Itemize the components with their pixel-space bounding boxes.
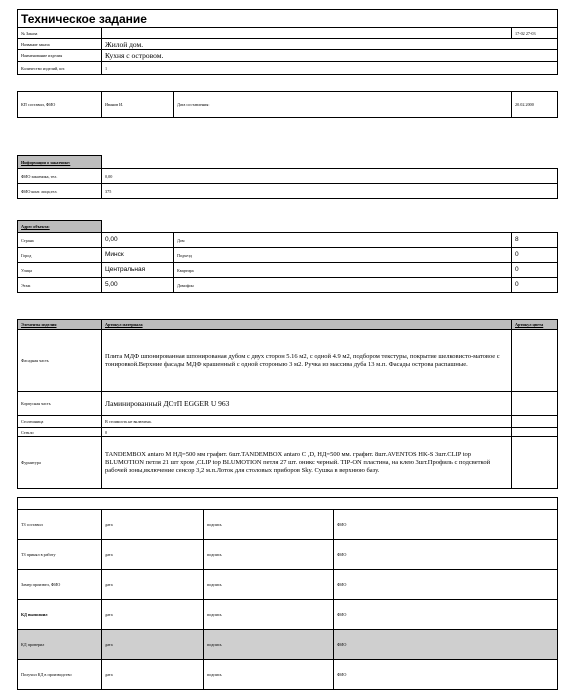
intercom-label: Домофон [174,278,512,293]
signoff-date-label: дата [102,630,204,660]
elements-header-col2: Артикул материала [102,320,512,330]
signoff-row-label: Замер произвел, ФИО [18,570,102,600]
order-number-value [102,28,512,39]
apartment-label: Квартира [174,263,512,278]
body-part-value: Ламинированный ДСтП EGGER U 963 [102,392,512,416]
product-name-label: Наименование изделия [18,50,102,62]
body-part-label: Корпусная часть [18,392,102,416]
address-table [17,220,558,293]
street-value: Центральная [102,263,174,278]
quantity-value: 1 [102,62,558,75]
signoff-fio-label: ФИО [334,660,558,690]
signoff-fio-label: ФИО [334,630,558,660]
elements-table [17,319,558,489]
kp-author-label: КП составил, ФИО [18,92,102,118]
country-label: Страна [18,233,102,248]
quantity-label: Количество изделий, шт. [18,62,102,75]
customer-name-value: 0,00 [102,169,558,184]
signoff-sign-label: подпись [204,600,334,630]
order-number-right: 17-02 27-03 [512,28,558,39]
countertop-label: Столешница [18,416,102,428]
floor-label: Этаж [18,278,102,293]
city-label: Город [18,248,102,263]
kp-date-label: Дата составления: [174,92,512,118]
elements-header-col3: Артикул цвета [512,320,558,330]
street-label: Улица [18,263,102,278]
kp-author-name: Иванов И. [102,92,174,118]
customer-section-header: Информация о заказчике: [18,156,102,169]
apartment-value: 0 [512,263,558,278]
signoff-date-label: дата [102,510,204,540]
house-label: Дом [174,233,512,248]
signoff-sign-label: подпись [204,510,334,540]
signoff-row-label: Получил КД в производство [18,660,102,690]
contact-person-label: ФИО конт. лица,тел. [18,184,102,199]
hardware-value: TANDEMBOX antaro M НД=500 мм графит. 6шт.TANDEMBOX antaro C ,D, НД=500 мм. графит. 8шт.AVENTOS HK-S 3шт.CLIP top BLUMOTION петля 21 шт хром ,CLIP top BLUMOTION петля 27 шт. оникс черный. TIP-ON пластина, на клею 3шт.Профиль с подсветкой рабочей зоны,включение сенсор 3,2 м.п.Лоток для столовых приборов Sky. Сушка в верхнюю базу. [102,437,512,489]
signoff-row-label: КД проверил [18,630,102,660]
order-header-table [17,9,558,75]
order-name-label: Название заказа [18,39,102,50]
entrance-label: Подъезд [174,248,512,263]
order-name-value: Жилой дом. [102,39,558,50]
city-value: Минск [102,248,174,263]
hardware-label: Фурнитура [18,437,102,489]
signoff-fio-label: ФИО [334,570,558,600]
house-value: 8 [512,233,558,248]
countertop-value: В стоимость не включена. [102,416,512,428]
signoff-table [17,497,558,690]
product-name-value: Кухня с островом. [102,50,558,62]
elements-header-col1: Элементы изделия [18,320,102,330]
facade-value: Плита МДФ шпонированная шпонированая дубом с двух сторон 5.16 м2, с одной 4.9 м2, подбором текстуры, покрытие шелковисто-матовое с тонировкой.Верхние фасады МДФ крашенный с одной стороныю 3 м2. Ручка из массива дуба 13 м.п. Фасады острова распашные. [102,330,512,392]
glass-value: 0 [102,428,512,437]
signoff-fio-label: ФИО [334,510,558,540]
signoff-row-label: ТЗ составил [18,510,102,540]
signoff-date-label: дата [102,600,204,630]
signoff-sign-label: подпись [204,570,334,600]
signoff-sign-label: подпись [204,540,334,570]
signoff-row-label: ТЗ принял в работу [18,540,102,570]
intercom-value: 0 [512,278,558,293]
country-value: 0,00 [102,233,174,248]
kp-date-value: 20.02.2000 [512,92,558,118]
signoff-sign-label: подпись [204,630,334,660]
address-section-header: Адрес объекта: [18,221,102,233]
signoff-fio-label: ФИО [334,600,558,630]
signoff-row-label: КД выполнил [18,600,102,630]
entrance-value: 0 [512,248,558,263]
customer-name-label: ФИО заказчика, тел. [18,169,102,184]
glass-label: Стекло [18,428,102,437]
signoff-date-label: дата [102,570,204,600]
floor-value: 5,00 [102,278,174,293]
signoff-fio-label: ФИО [334,540,558,570]
signoff-date-label: дата [102,540,204,570]
customer-table [17,155,558,199]
facade-label: Фасадная часть [18,330,102,392]
order-number-label: № Заказа [18,28,102,39]
contact-person-value: 375 [102,184,558,199]
signoff-date-label: дата [102,660,204,690]
document-title: Техническое задание [18,10,558,28]
kp-table [17,91,558,118]
signoff-sign-label: подпись [204,660,334,690]
